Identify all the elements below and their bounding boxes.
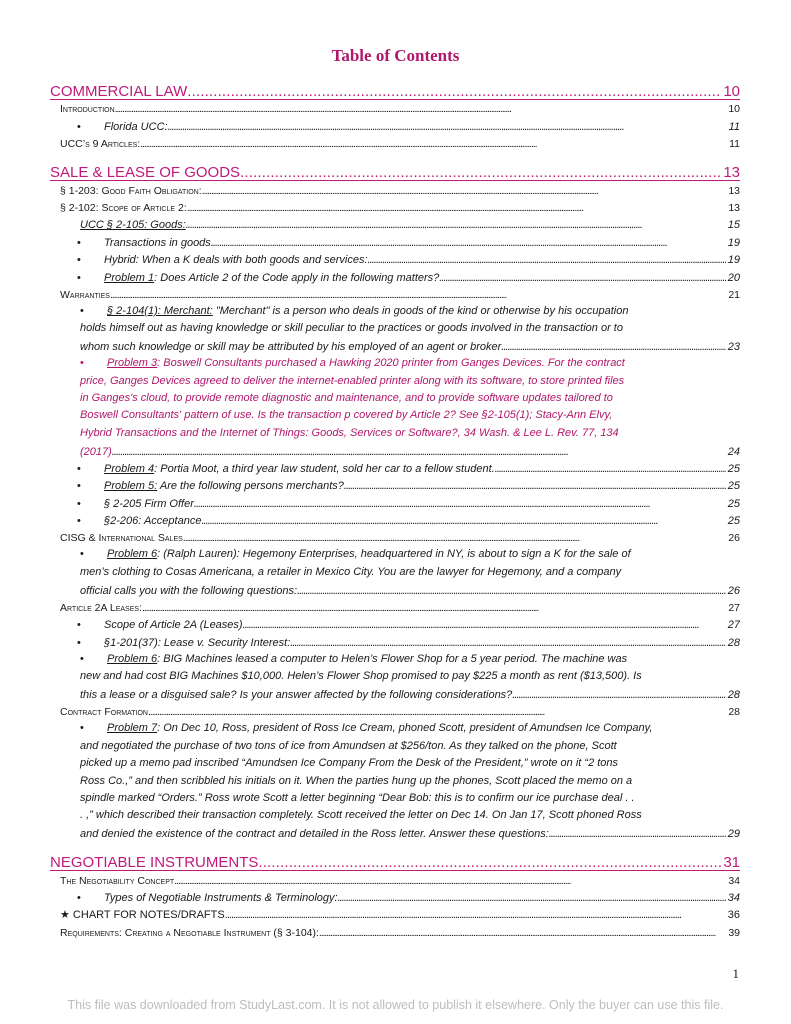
toc-page-number: 28 bbox=[727, 636, 740, 649]
toc-entry-text: § 2-102: Scope of Article 2: bbox=[60, 201, 187, 214]
toc-entry-types-negotiable[interactable] bbox=[50, 889, 740, 906]
toc-leader bbox=[201, 514, 725, 529]
toc-page-number: 26 bbox=[728, 532, 740, 545]
toc-page-number: 10 bbox=[723, 83, 740, 100]
toc-entry-text: men’s clothing to Cosas Americana, a retailer in Mexico City. You are the lawyer for Hegemony, and a company bbox=[80, 565, 622, 578]
toc-entry-problem-6-ralph-lauren[interactable] bbox=[50, 546, 740, 598]
toc-leader bbox=[225, 908, 726, 923]
toc-leader bbox=[110, 288, 726, 303]
toc-entry-label: Problem 4 bbox=[104, 462, 155, 475]
toc-entry-text: holds himself out as having knowledge or skill peculiar to the practices or goods involved in the transaction or to bbox=[80, 322, 623, 335]
bullet-icon: • bbox=[77, 236, 81, 249]
toc-leader bbox=[187, 201, 727, 216]
toc-entry-text: UCC’s 9 Articles: bbox=[60, 138, 141, 151]
toc-leader bbox=[140, 137, 727, 152]
toc-entry-ucc-goods[interactable] bbox=[50, 216, 740, 233]
toc-leader bbox=[549, 827, 726, 842]
toc-page-number: 11 bbox=[728, 120, 740, 133]
toc-leader bbox=[240, 165, 721, 181]
toc-entry-text: Scope of Article 2A (Leases) bbox=[104, 619, 243, 632]
toc-entry-ucc-articles[interactable] bbox=[50, 135, 740, 152]
page-title: Table of Contents bbox=[331, 46, 460, 65]
toc-entry-text: NEGOTIABLE INSTRUMENTS bbox=[50, 854, 259, 872]
toc-entry-label: Problem 1 bbox=[104, 271, 155, 284]
toc-page-number: 25 bbox=[727, 497, 740, 510]
toc-entry-article-2a[interactable] bbox=[50, 599, 740, 616]
toc-entry-label: Problem 3 bbox=[107, 357, 158, 370]
page-number: 1 bbox=[732, 966, 739, 981]
toc-entry-text: Contract Formation bbox=[60, 706, 148, 719]
toc-leader bbox=[142, 601, 726, 616]
toc-entry-firm-offer[interactable] bbox=[50, 494, 740, 511]
toc-entry-text: § 2-205 Firm Offer bbox=[104, 497, 194, 510]
toc-page-number: 11 bbox=[729, 138, 740, 151]
toc-leader bbox=[338, 891, 726, 906]
toc-entry-problem-3[interactable] bbox=[50, 355, 740, 459]
toc-page-number: 27 bbox=[727, 619, 740, 632]
toc-page-number: 23 bbox=[727, 341, 740, 354]
toc-page-number: 34 bbox=[727, 892, 740, 905]
toc-entry-label: Problem 6 bbox=[107, 548, 158, 561]
toc-page-number: 19 bbox=[727, 236, 740, 249]
toc-entry-text: official calls you with the following questions: bbox=[80, 584, 298, 597]
toc-entry-text: Boswell Consultants' pattern of use. Is the transaction p covered by Article 2? See §2-105(1); Stacy-Ann Elvy, bbox=[80, 409, 613, 422]
star-icon: ★ bbox=[60, 909, 70, 922]
toc-entry-text: UCC § 2-105: Goods: bbox=[80, 219, 186, 232]
toc-leader bbox=[344, 479, 726, 494]
toc-entry-scope-article-2[interactable] bbox=[50, 199, 740, 216]
toc-entry-text: Hybrid: When a K deals with both goods and services: bbox=[104, 254, 368, 267]
toc-entry-commercial-law[interactable] bbox=[50, 76, 740, 100]
toc-page-number: 34 bbox=[728, 874, 740, 887]
toc-entry-problem-1[interactable] bbox=[50, 268, 740, 285]
bullet-icon: • bbox=[77, 515, 81, 528]
toc-entry-acceptance[interactable] bbox=[50, 512, 740, 529]
toc-page-number: 29 bbox=[727, 828, 740, 841]
toc-leader bbox=[439, 271, 725, 286]
toc-entry-text: this a lease or a disguised sale? Is your answer affected by the following considerations? bbox=[80, 689, 513, 702]
toc-leader bbox=[258, 855, 721, 871]
toc-entry-merchant[interactable] bbox=[50, 303, 740, 355]
toc-entry-text: § 1-203: Good Faith Obligation: bbox=[60, 184, 202, 197]
toc-leader bbox=[319, 926, 726, 941]
bullet-icon: • bbox=[80, 652, 84, 665]
toc-page-number: 25 bbox=[727, 462, 740, 475]
bullet-icon: • bbox=[77, 497, 81, 510]
toc-leader bbox=[183, 531, 727, 546]
toc-page-number: 25 bbox=[727, 515, 740, 528]
toc-entry-label: Problem 5: bbox=[104, 480, 158, 493]
toc-entry-scope-2a[interactable] bbox=[50, 616, 740, 633]
toc-entry-text: : BIG Machines leased a computer to Helen’s Flower Shop for a 5 year period. The machine was bbox=[157, 652, 628, 665]
toc-entry-problem-4[interactable] bbox=[50, 460, 740, 477]
toc-entry-text: Florida UCC: bbox=[104, 120, 168, 133]
toc-entry-label: Problem 6 bbox=[107, 652, 158, 665]
toc-page-number: 10 bbox=[728, 103, 740, 116]
toc-entry-good-faith[interactable] bbox=[50, 181, 740, 198]
toc-page-number: 13 bbox=[723, 164, 740, 182]
bullet-icon: • bbox=[77, 480, 81, 493]
toc-entry-sale-lease-of-goods[interactable] bbox=[50, 157, 740, 181]
toc-page-number: 36 bbox=[727, 909, 740, 922]
toc-leader bbox=[290, 636, 725, 651]
toc-entry-warranties[interactable] bbox=[50, 286, 740, 303]
bullet-icon: • bbox=[77, 636, 81, 649]
toc-entry-text: spindle marked “Orders.” Ross wrote Scott a letter beginning “Dear Bob: this is to confirm our ice purchase deal . . bbox=[80, 792, 635, 805]
toc-entry-negotiability-concept[interactable] bbox=[50, 871, 740, 888]
toc-entry-requirements[interactable] bbox=[50, 923, 740, 940]
toc-entry-chart-notes-drafts[interactable] bbox=[50, 906, 740, 923]
toc-entry-cisg[interactable] bbox=[50, 529, 740, 546]
toc-leader bbox=[194, 497, 726, 512]
toc-page-number: 27 bbox=[728, 602, 740, 615]
toc-page-number: 25 bbox=[727, 480, 740, 493]
toc-entry-lease-vs-security[interactable] bbox=[50, 633, 740, 650]
toc-entry-introduction[interactable] bbox=[50, 100, 740, 117]
toc-leader bbox=[368, 253, 726, 268]
toc-page-number: 28 bbox=[727, 689, 740, 702]
toc-leader bbox=[211, 236, 726, 251]
toc-page-number: 13 bbox=[728, 184, 740, 197]
toc-page-number: 15 bbox=[727, 219, 740, 232]
toc-entry-text: : On Dec 10, Ross, president of Ross Ice Cream, phoned Scott, president of Amundsen Ice Company, bbox=[157, 722, 653, 735]
toc-entry-text: picked up a memo pad inscribed “Amundsen Ice Company From the Desk of the President,” wrote on it “2 tons bbox=[80, 757, 619, 770]
toc-entry-text: new and had cost BIG Machines $10,000. Helen’s Flower Shop promised to pay $225 a month as rent ($13,500). Is bbox=[80, 670, 642, 683]
bullet-icon: • bbox=[80, 304, 84, 317]
watermark-footer: This file was downloaded from StudyLast.com. It is not allowed to publish it elsewhere. Only the buyer can use this file. bbox=[67, 998, 724, 1012]
toc-entry-text: CISG & International Sales bbox=[60, 532, 183, 545]
toc-page-number: 21 bbox=[728, 288, 740, 301]
toc-entry-text: price, Ganges Devices agreed to deliver the internet-enabled printer along with its software, to store printed files bbox=[80, 374, 625, 387]
table-of-contents bbox=[50, 76, 740, 941]
toc-entry-text: : Portia Moot, a third year law student, sold her car to a fellow student. bbox=[154, 462, 495, 475]
toc-page-number: 31 bbox=[723, 854, 740, 872]
bullet-icon: • bbox=[77, 892, 81, 905]
toc-entry-problem-5[interactable] bbox=[50, 477, 740, 494]
toc-entry-text: Introduction bbox=[60, 103, 115, 116]
bullet-icon: • bbox=[80, 357, 84, 370]
toc-leader bbox=[512, 688, 725, 703]
toc-entry-problem-7[interactable] bbox=[50, 720, 740, 842]
toc-entry-text: in Ganges's cloud, to provide remote diagnostic and maintenance, and to provide software updates tailored to bbox=[80, 391, 613, 404]
toc-entry-text: Are the following persons merchants? bbox=[157, 480, 344, 493]
toc-page-number: 13 bbox=[728, 201, 740, 214]
toc-leader bbox=[186, 218, 726, 233]
toc-entry-text: (2017) bbox=[80, 445, 112, 458]
toc-entry-text: : Boswell Consultants purchased a Hawking 2020 printer from Ganges Devices. For the contract bbox=[157, 357, 625, 370]
toc-leader bbox=[112, 445, 726, 460]
toc-page-number: 20 bbox=[727, 271, 740, 284]
toc-entry-text: Ross Co.,” and then scribbled his initials on it. When the parties hung up the phones, Scott placed the memo on a bbox=[80, 774, 633, 787]
toc-page-number: 24 bbox=[727, 445, 740, 458]
toc-entry-text: Hybrid Transactions and the Internet of Things: Goods, Services or Software?, 34 Wash. & Lee L. Rev. 77, 134 bbox=[80, 426, 619, 439]
toc-entry-text: The Negotiability Concept bbox=[60, 874, 175, 887]
toc-entry-florida-ucc[interactable] bbox=[50, 117, 740, 134]
toc-entry-text: §1-201(37): Lease v. Security Interest: bbox=[104, 636, 291, 649]
toc-leader bbox=[148, 705, 726, 720]
bullet-icon: • bbox=[77, 254, 81, 267]
toc-page-number: 26 bbox=[727, 584, 740, 597]
toc-entry-text: Warranties bbox=[60, 288, 110, 301]
toc-entry-label: Problem 7 bbox=[107, 722, 158, 735]
toc-entry-text: : (Ralph Lauren): Hegemony Enterprises, headquartered in NY, is about to sign a K for the sale of bbox=[157, 548, 631, 561]
bullet-icon: • bbox=[77, 462, 81, 475]
toc-entry-hybrid[interactable] bbox=[50, 251, 740, 268]
toc-entry-contract-formation[interactable] bbox=[50, 703, 740, 720]
toc-entry-text: Requirements: Creating a Negotiable Instrument (§ 3-104): bbox=[60, 926, 319, 939]
toc-entry-label: § 2-104(1): Merchant: bbox=[107, 304, 213, 317]
toc-page-number: 28 bbox=[728, 706, 740, 719]
toc-leader bbox=[187, 84, 721, 100]
toc-entry-text: "Merchant" is a person who deals in goods of the kind or otherwise by his occupation bbox=[212, 304, 629, 317]
toc-page-number: 19 bbox=[727, 254, 740, 267]
toc-entry-transactions-in-goods[interactable] bbox=[50, 233, 740, 250]
toc-leader bbox=[501, 340, 725, 355]
bullet-icon: • bbox=[77, 120, 81, 133]
toc-entry-text: and denied the existence of the contract and detailed in the Ross letter. Answer these questions: bbox=[80, 828, 549, 841]
toc-leader bbox=[495, 462, 726, 477]
toc-leader bbox=[174, 874, 726, 889]
toc-entry-text: Types of Negotiable Instruments & Terminology: bbox=[104, 892, 338, 905]
toc-entry-text: Transactions in goods bbox=[104, 236, 211, 249]
toc-entry-text: CHART FOR NOTES/DRAFTS bbox=[69, 909, 225, 922]
toc-entry-problem-6-big-machines[interactable] bbox=[50, 651, 740, 703]
toc-entry-text: whom such knowledge or skill may be attributed by his employed of an agent or broker bbox=[80, 341, 502, 354]
toc-entry-text: SALE & LEASE OF GOODS bbox=[50, 164, 241, 182]
toc-entry-text: : Does Article 2 of the Code apply in the following matters? bbox=[154, 271, 440, 284]
toc-entry-text: §2-206: Acceptance bbox=[104, 515, 202, 528]
toc-leader bbox=[168, 120, 727, 135]
toc-page-number: 39 bbox=[728, 926, 740, 939]
bullet-icon: • bbox=[80, 548, 84, 561]
toc-entry-text: . ,” which described their transaction completely. Scott received the letter on Dec 14. On Jan 17, Scott phoned Ross bbox=[80, 809, 642, 822]
toc-leader bbox=[243, 618, 726, 633]
toc-entry-text: COMMERCIAL LAW bbox=[50, 83, 188, 100]
bullet-icon: • bbox=[77, 271, 81, 284]
bullet-icon: • bbox=[80, 722, 84, 735]
bullet-icon: • bbox=[77, 619, 81, 632]
toc-leader bbox=[297, 584, 726, 599]
toc-leader bbox=[115, 102, 727, 117]
toc-entry-text: and negotiated the purchase of two tons of ice from Amundsen at $256/ton. As they talked on the phone, Scott bbox=[80, 739, 617, 752]
toc-leader bbox=[202, 184, 727, 199]
toc-entry-text: Article 2A Leases: bbox=[60, 602, 142, 615]
toc-entry-negotiable-instruments[interactable] bbox=[50, 847, 740, 871]
